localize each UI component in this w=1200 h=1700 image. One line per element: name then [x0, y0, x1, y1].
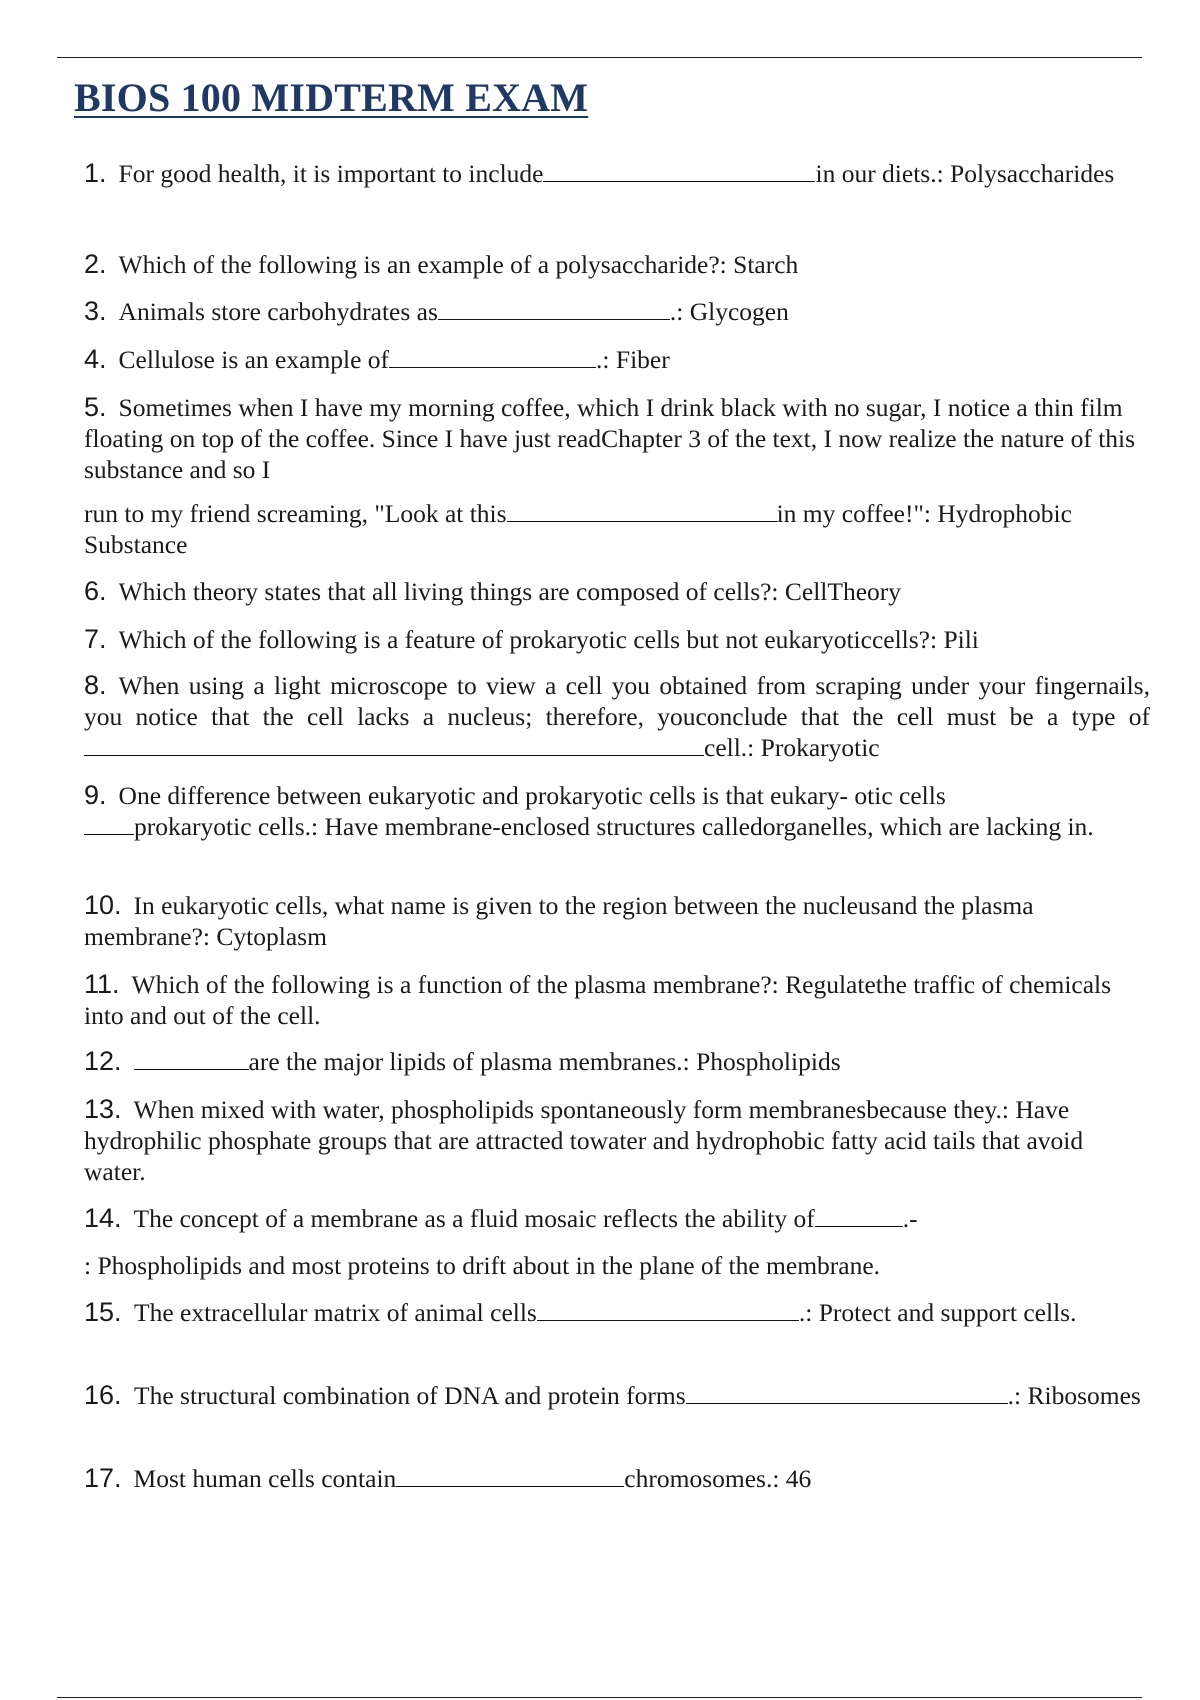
- question-number: 8.: [84, 670, 107, 700]
- question-5: 5. Sometimes when I have my morning coffee, which I drink black with no sugar, I notice a thin film floating on top of the coffee. Since I have just readChapter 3 of the text, I now realize the nature of this substance and so I: [84, 392, 1136, 484]
- answer-blank: [537, 1298, 799, 1321]
- question-5-continued: run to my friend screaming, "Look at this in my coffee!": Hydrophobic Substance: [84, 499, 1072, 559]
- question-8: 8. When using a light microscope to view a cell you obtained from scraping under your fingernails, you notice that the cell lacks a nucleus; therefore, youconclude that the cell must be a type ofcell.: Prokaryotic: [84, 670, 1150, 762]
- question-14-answer: : Phospholipids and most proteins to drift about in the plane of the membrane.: [84, 1251, 881, 1280]
- question-17: 17. Most human cells contain chromosomes.: 46: [84, 1463, 812, 1493]
- question-number: 10.: [84, 890, 122, 920]
- answer-blank: [686, 1381, 1008, 1404]
- answer-blank: [815, 1204, 903, 1227]
- question-number: 6.: [84, 576, 107, 606]
- question-12: 12. are the major lipids of plasma membranes.: Phospholipids: [84, 1046, 841, 1076]
- question-number: 17.: [84, 1463, 122, 1493]
- question-11: 11. Which of the following is a function of the plasma membrane?: Regulatethe traffic of chemicals into and out of the cell.: [84, 969, 1112, 1030]
- question-number: 2.: [84, 249, 107, 279]
- answer-blank: [84, 733, 704, 756]
- question-number: 14.: [84, 1203, 122, 1233]
- question-14: 14. The concept of a membrane as a fluid mosaic reflects the ability of .-: [84, 1203, 918, 1233]
- answer-blank: [438, 297, 670, 320]
- question-number: 1.: [84, 158, 107, 188]
- question-6: 6. Which theory states that all living things are composed of cells?: CellTheory: [84, 576, 902, 606]
- answer-blank: [543, 159, 815, 182]
- question-number: 5.: [84, 392, 107, 422]
- question-number: 4.: [84, 344, 107, 374]
- bottom-rule: [57, 1697, 1142, 1698]
- answer-blank: [134, 1047, 249, 1070]
- top-rule: [57, 57, 1142, 58]
- answer-blank: [507, 499, 777, 522]
- exam-title: BIOS 100 MIDTERM EXAM: [74, 75, 589, 120]
- question-13: 13. When mixed with water, phospholipids spontaneously form membranesbecause they.: Have hydrophilic phosphate groups that are attracted towater and hydrophobic fatty acid tails that avoid water.: [84, 1094, 1084, 1186]
- question-1: 1. For good health, it is important to include in our diets.: Polysaccharides: [84, 158, 1115, 188]
- answer-blank: [389, 345, 596, 368]
- question-3: 3. Animals store carbohydrates as .: Glycogen: [84, 296, 789, 326]
- question-9: 9. One difference between eukaryotic and prokaryotic cells is that eukary- otic cells prokaryotic cells.: Have membrane-enclosed structures calledorganelles, which are lacking in.: [84, 780, 1094, 841]
- question-number: 3.: [84, 296, 107, 326]
- question-7: 7. Which of the following is a feature of prokaryotic cells but not eukaryoticcells?: Pili: [84, 624, 979, 654]
- question-16: 16. The structural combination of DNA and protein forms .: Ribosomes: [84, 1380, 1141, 1410]
- question-10: 10. In eukaryotic cells, what name is given to the region between the nucleusand the plasma membrane?: Cytoplasm: [84, 890, 1034, 951]
- question-2: 2. Which of the following is an example of a polysaccharide?: Starch: [84, 249, 799, 279]
- question-4: 4. Cellulose is an example of .: Fiber: [84, 344, 670, 374]
- question-number: 11.: [84, 969, 120, 999]
- answer-blank: [84, 812, 134, 835]
- question-number: 15.: [84, 1297, 122, 1327]
- answer-blank: [396, 1464, 624, 1487]
- question-number: 7.: [84, 624, 107, 654]
- question-15: 15. The extracellular matrix of animal cells .: Protect and support cells.: [84, 1297, 1077, 1327]
- question-number: 12.: [84, 1046, 122, 1076]
- question-number: 16.: [84, 1380, 122, 1410]
- question-number: 13.: [84, 1094, 122, 1124]
- question-number: 9.: [84, 780, 107, 810]
